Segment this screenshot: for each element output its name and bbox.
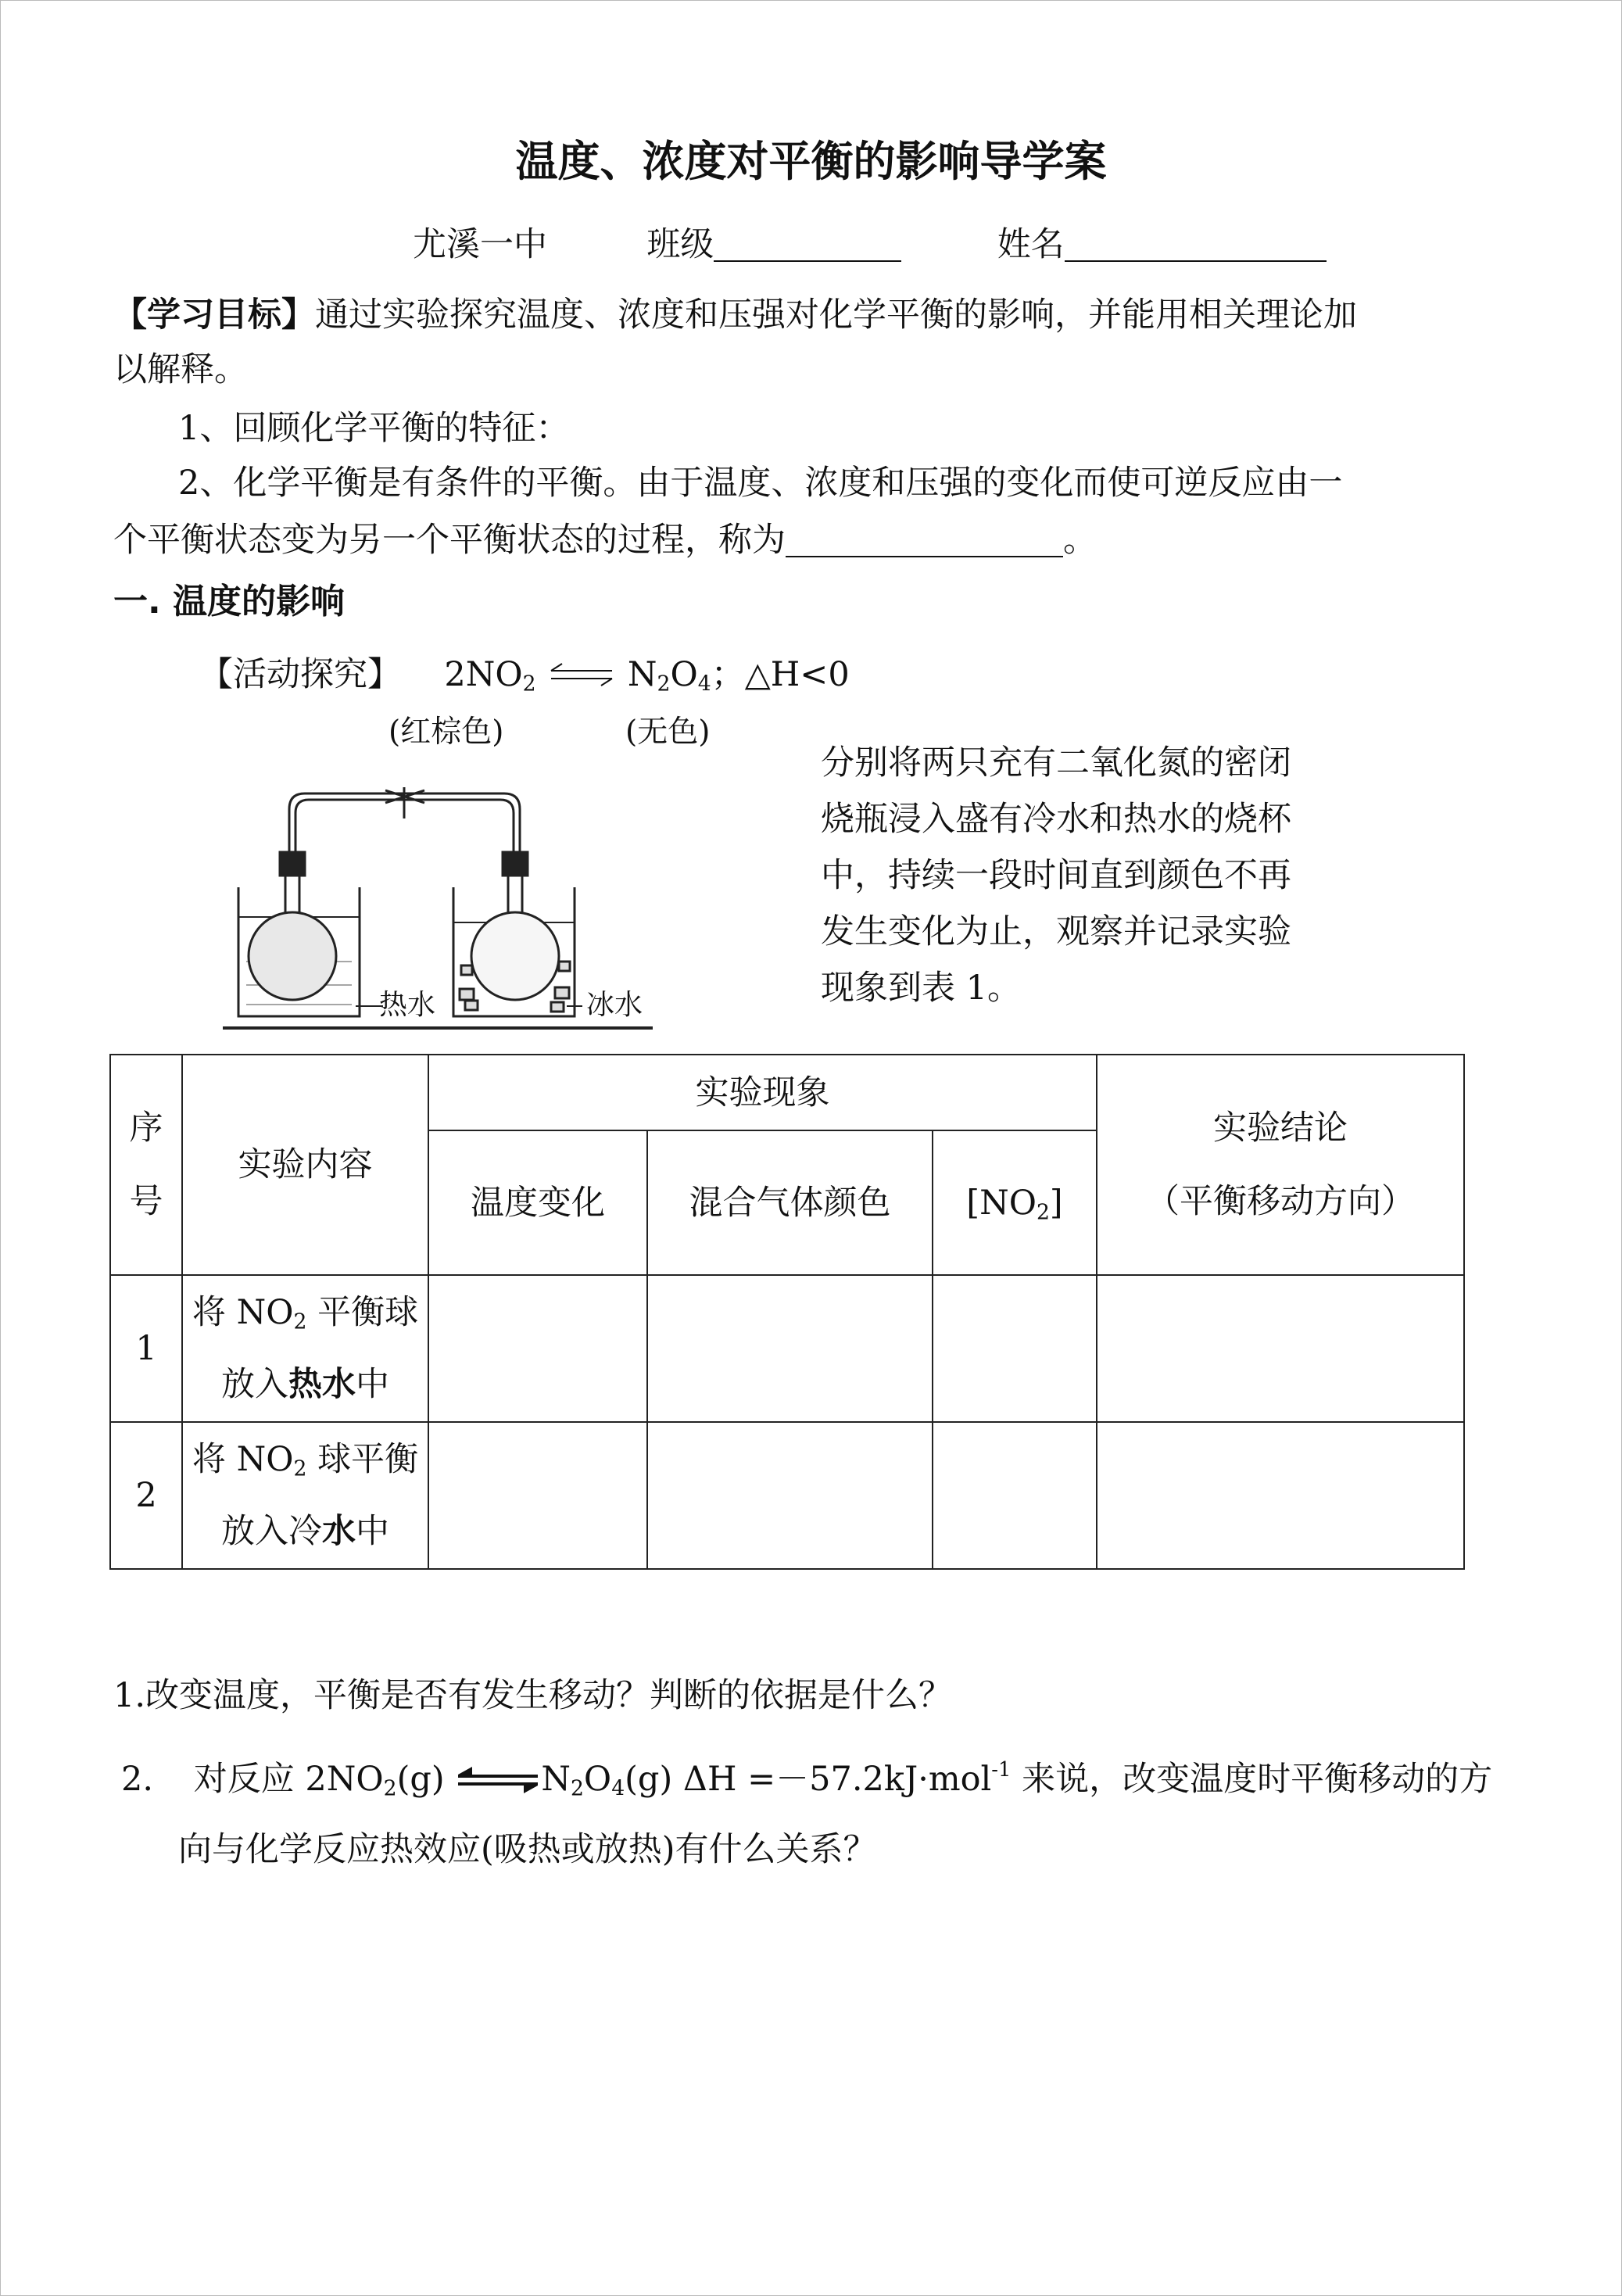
item-2-end: 。 (1063, 521, 1097, 560)
row-seq: 2 (110, 1422, 182, 1569)
cell-conclusion[interactable] (1097, 1275, 1464, 1422)
reactant: $2NO_2$ (444, 655, 536, 697)
answer-blank[interactable] (786, 525, 1063, 557)
header-phenomenon: 实验现象 (428, 1055, 1097, 1130)
objective-text: 通过实验探究温度、浓度和压强对化学平衡的影响，并能用相关理论加 (315, 296, 1357, 335)
item-2-line2 (113, 521, 1097, 560)
ice-water-beaker (453, 852, 575, 1016)
experiment-table (109, 1054, 1465, 1570)
equilibrium-arrow-icon (546, 659, 617, 690)
item-1: 1、回顾化学平衡的特征： (178, 409, 570, 448)
objective-label: 【学习目标】 (113, 296, 315, 335)
experiment-description: 分别将两只充有二氧化氮的密闭烧瓶浸入盛有冷水和热水的烧杯中，持续一段时间直到颜色不再发生变化为止，观察并记录实验现象到表 1。 (821, 743, 1291, 1008)
row-content: 将 $NO_2$ 平衡球 放入热水中 (182, 1275, 428, 1422)
enthalpy-condition: ；△H<0 (711, 655, 850, 694)
hot-water-label: 热水 (379, 989, 436, 1021)
question-2-line2: 向与化学反应热效应(吸热或放热)有什么关系？ (178, 1830, 877, 1869)
header-gas-color: 混合气体颜色 (647, 1130, 933, 1275)
question-2-number: 2. (121, 1760, 154, 1799)
header-content: 实验内容 (182, 1055, 428, 1275)
item-2-text: 个平衡状态变为另一个平衡状态的过程，称为 (113, 521, 786, 560)
cell-temp-change[interactable] (428, 1275, 647, 1422)
name-label: 姓名 (997, 225, 1065, 264)
product-color-label: (无色) (625, 715, 711, 750)
header-no2: $[NO_2]$ (933, 1130, 1097, 1275)
row-content: 将 $NO_2$ 球平衡 放入冷水中 (182, 1422, 428, 1569)
activity-line (199, 655, 850, 697)
header-temp-change: 温度变化 (428, 1130, 647, 1275)
cell-temp-change[interactable] (428, 1422, 647, 1569)
cell-no2[interactable] (933, 1422, 1097, 1569)
cell-no2[interactable] (933, 1275, 1097, 1422)
cell-gas-color[interactable] (647, 1422, 933, 1569)
reactant-color-label: (红棕色) (388, 715, 504, 750)
item-2-line1: 2、化学平衡是有条件的平衡。由于温度、浓度和压强的变化而使可逆反应由一 (178, 464, 1343, 503)
question-2-line1: 2. 对反应 $2NO_2(g)$ $N_2O_4(g)$ ΔH =－57.2kJ·mol$^{-1}$ 来说，改变温度时平衡移动的方 (121, 1757, 1493, 1801)
document-title: 温度、浓度对平衡的影响导学案 (515, 137, 1107, 186)
row-seq: 1 (110, 1275, 182, 1422)
question-1: 1.改变温度，平衡是否有发生移动？判断的依据是什么？ (113, 1676, 953, 1715)
cell-conclusion[interactable] (1097, 1422, 1464, 1569)
class-label: 班级 (646, 225, 714, 264)
header-line (413, 225, 1327, 264)
hot-water-beaker (238, 852, 360, 1016)
section-heading-temperature: 一. 温度的影响 (113, 582, 346, 621)
table-row (110, 1422, 1464, 1569)
equilibrium-arrow-icon (455, 1764, 541, 1795)
class-blank[interactable] (714, 229, 901, 262)
header-seq: 序 号 (110, 1055, 182, 1275)
objective-line2: 以解释。 (113, 350, 248, 389)
name-blank[interactable] (1065, 229, 1327, 262)
ice-water-label: 冰水 (586, 989, 643, 1021)
header-conclusion: 实验结论 （平衡移动方向） (1097, 1055, 1464, 1275)
activity-label: 【活动探究】 (199, 655, 401, 694)
table-row (110, 1275, 1464, 1422)
cell-gas-color[interactable] (647, 1275, 933, 1422)
product: $N_2O_4$ (627, 655, 711, 697)
objective-line1 (113, 296, 1357, 335)
school-name: 尤溪一中 (413, 225, 547, 264)
